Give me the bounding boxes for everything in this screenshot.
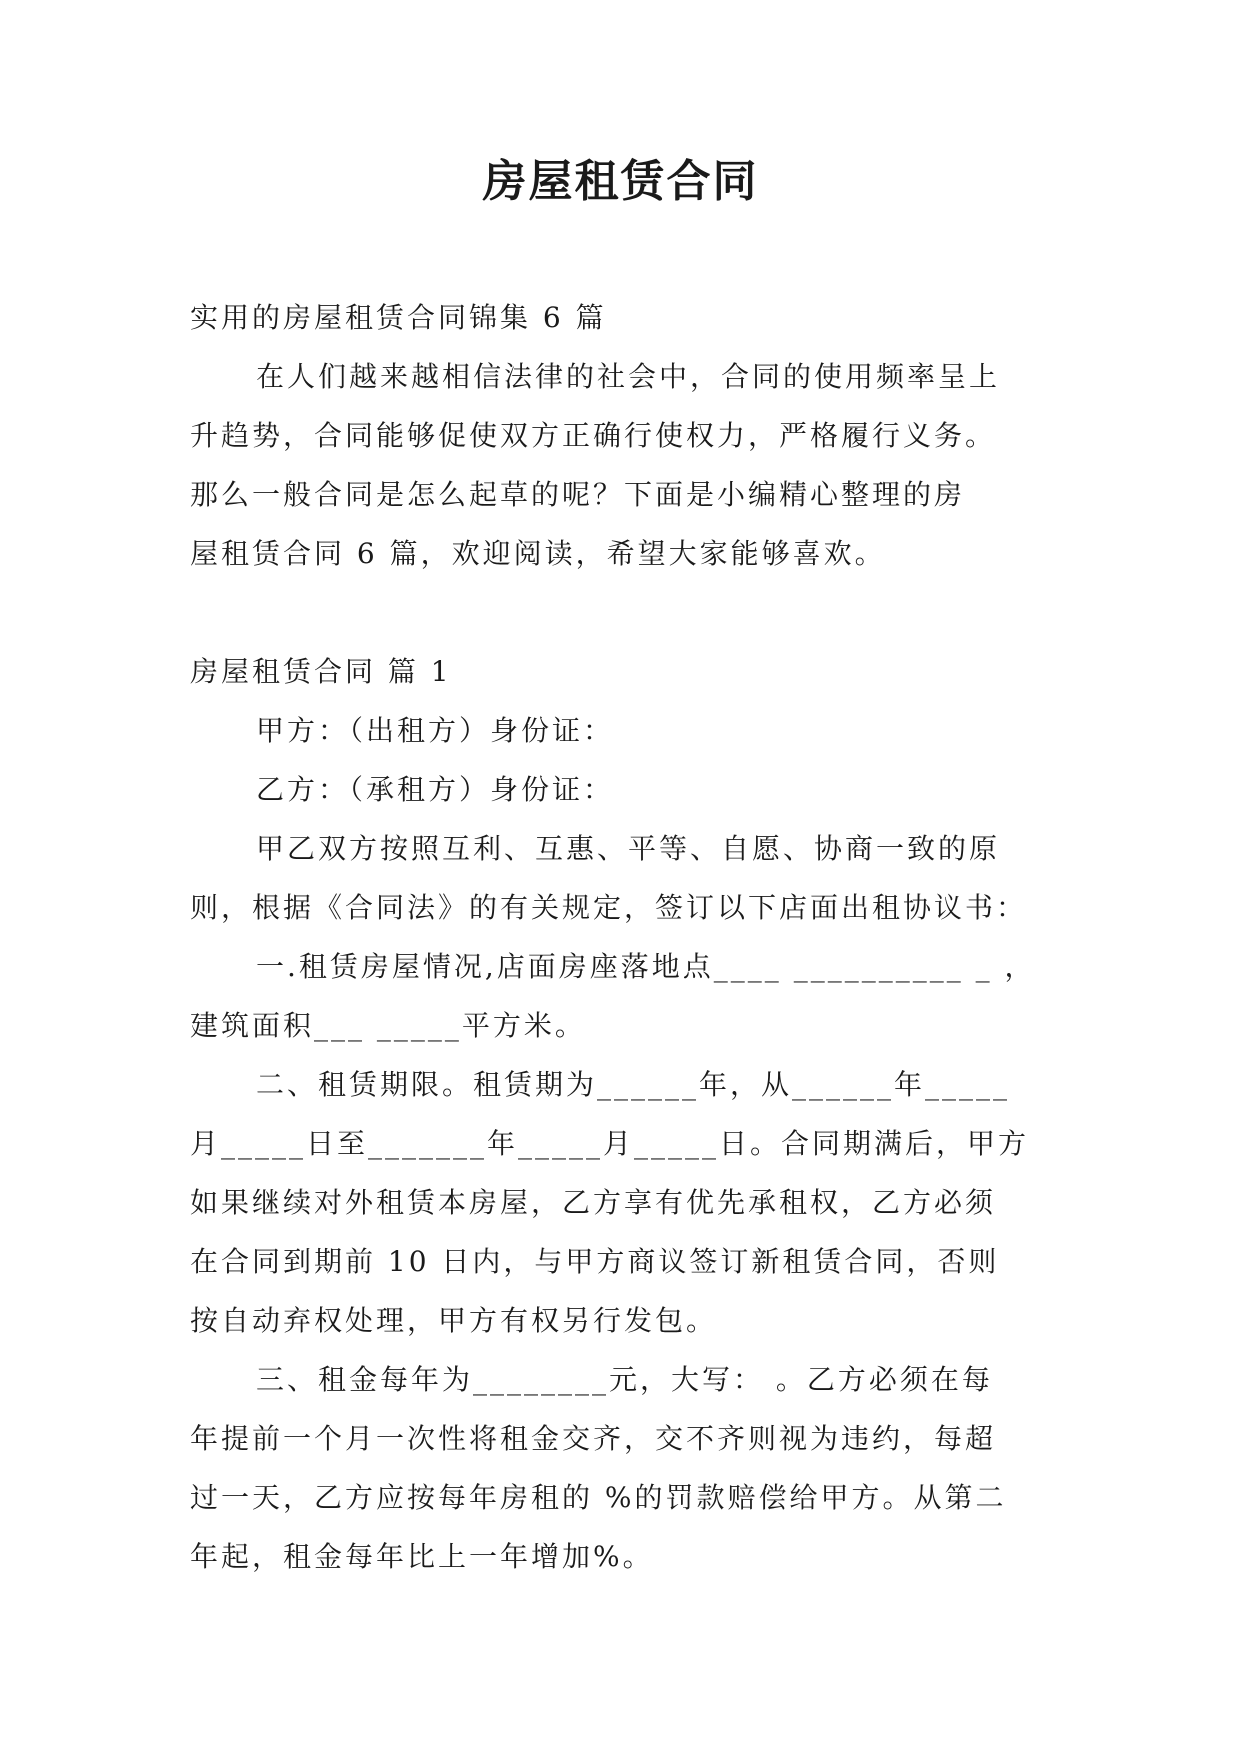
clause-2 xyxy=(190,1055,1050,1350)
spacer xyxy=(190,583,1050,642)
clause-3-line: 三、租金每年为________元，大写： 。乙方必须在每 xyxy=(256,1363,993,1396)
intro-line: 在人们越来越相信法律的社会中，合同的使用频率呈上 xyxy=(256,360,1001,393)
intro-line: 屋租赁合同 6 篇，欢迎阅读，希望大家能够喜欢。 xyxy=(190,537,886,570)
clause-2-line: 按自动弃权处理，甲方有权另行发包。 xyxy=(190,1304,718,1337)
clause-3 xyxy=(190,1350,1050,1586)
principle-paragraph xyxy=(190,819,1050,937)
section-heading: 房屋租赁合同 篇 1 xyxy=(190,655,452,688)
intro-line: 升趋势，合同能够促使双方正确行使权力，严格履行义务。 xyxy=(190,419,997,452)
clause-3-line: 年提前一个月一次性将租金交齐，交不齐则视为违约，每超 xyxy=(190,1422,997,1455)
clause-1-line: 一.租赁房屋情况,店面房座落地点____ __________ _ ， xyxy=(256,950,1036,983)
clause-1 xyxy=(190,937,1050,1055)
document-body xyxy=(190,288,1050,1586)
party-a-line: 甲方：（出租方）身份证： xyxy=(256,714,615,747)
clause-3-line: 年起，租金每年比上一年增加%。 xyxy=(190,1540,654,1573)
clause-2-line: 二、租赁期限。租赁期为______年，从______年_____ xyxy=(256,1068,1011,1101)
principle-line: 甲乙双方按照互利、互惠、平等、自愿、协商一致的原 xyxy=(256,832,1001,865)
clause-3-line: 过一天，乙方应按每年房租的 %的罚款赔偿给甲方。从第二 xyxy=(190,1481,1007,1514)
document-title: 房屋租赁合同 xyxy=(482,156,759,207)
clause-2-line: 如果继续对外租赁本房屋，乙方享有优先承租权，乙方必须 xyxy=(190,1186,997,1219)
clause-1-line: 建筑面积___ _____平方米。 xyxy=(190,1009,586,1042)
intro-line: 那么一般合同是怎么起草的呢？下面是小编精心整理的房 xyxy=(190,478,966,511)
clause-2-line: 月_____日至_______年_____月_____日。合同期满后，甲方 xyxy=(190,1127,1030,1160)
document-subtitle: 实用的房屋租赁合同锦集 6 篇 xyxy=(190,301,607,334)
clause-2-line: 在合同到期前 10 日内，与甲方商议签订新租赁合同，否则 xyxy=(190,1245,1000,1278)
principle-line: 则，根据《合同法》的有关规定，签订以下店面出租协议书： xyxy=(190,891,1028,924)
party-b-line: 乙方：（承租方）身份证： xyxy=(256,773,615,806)
intro-paragraph xyxy=(190,347,1050,583)
